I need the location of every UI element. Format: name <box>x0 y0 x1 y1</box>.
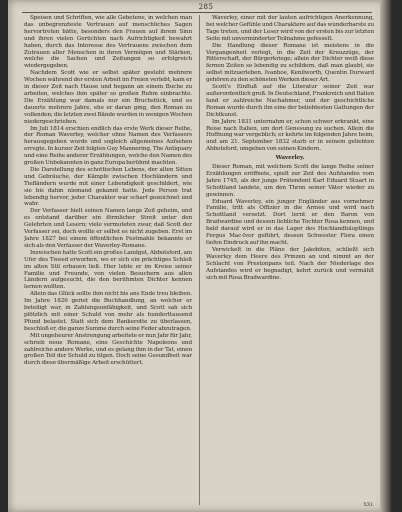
page-number: 285 <box>198 3 214 11</box>
book-spine <box>380 0 392 512</box>
column-divider <box>199 15 200 505</box>
paragraph: Die Handlung dieser Romane ist meistens in die Vergangenheit verlegt, in die Zeit der Kreuzzüge, der Ritterschaft, der Bürgerkriege; allein der Dichter weiß diese fernen Zeiten so lebendig zu schildern, daß man glaubt, sie selbst mitzuerleben. Ivanhoe, Kenilworth, Quentin Durward gehören zu den schönsten Werken dieser Art. <box>206 42 374 84</box>
left-text-column <box>24 15 192 505</box>
paragraph: Dieser Roman, mit welchem Scott die lange Reihe seiner Erzählungen eröffnete, spielt zur Zeit des Aufstandes vom Jahre 1745, als der junge Prätendent Karl Eduard Stuart in Schottland landete, um den Thron seiner Väter wieder zu gewinnen. <box>206 164 374 198</box>
paragraph: Mit ungeheurer Anstrengung arbeitete er nun Jahr für Jahr, schrieb neue Romane, eine Geschichte Napoleons und zahlreiche andere Werke, und es gelang ihm in der Tat, einen großen Teil der Schuld zu tilgen. Doch seine Gesundheit war durch diese übermäßige Arbeit erschüttert. <box>24 332 192 367</box>
signature-mark: XXI. <box>363 502 374 508</box>
paragraph: Speisen und Schriften, wie alle Gebetene, in welchen man das unbegrenzteste Vertrauen auf menschliches Sagen hervortreten hätte, besonders den Frauen auf ihrem Sinn und ihren vielen Gerüchten nach Aufrichtigkeit bewahrt haben, durch das Interesse des Vertrauens zwischen dem Zutrauen aller Menschen in ihren Vermögen und Stärken, welche die Sachen und Zeitungen so erfolgreich wiedergegeben. <box>24 15 192 70</box>
paragraph: Inzwischen hatte Scott ein großes Landgut, Abbotsford, am Ufer des Tweed erworben, wo er sich ein prächtiges Schloß im alten Stil erbauen ließ. Hier lebte er im Kreise seiner Familie und Freunde, von vielen Besuchern aus allen Ländern aufgesucht, die den berühmten Dichter kennen lernen wollten. <box>24 249 192 291</box>
book-page <box>8 0 392 512</box>
paragraph: Die Darstellung des schottischen Lebens, der alten Sitten und Gebräuche, der Kämpfe zwischen Hochländern und Tiefländern wurde mit einer Lebendigkeit geschildert, wie sie bis dahin niemand gekannt hatte. Jede Person trat lebendig hervor, jeder Charakter war scharf gezeichnet und wahr. <box>24 166 192 208</box>
paragraph: Eduard Waverley, ein junger Engländer aus vornehmer Familie, tritt als Offizier in die Armee und wird nach Schottland versetzt. Dort lernt er den Baron von Bradwardine und dessen liebliche Tochter Rosa kennen, und bald darauf wird er in das Lager des Hochlandhäuptlings Fergus Mac-Ivor geführt, dessen Schwester Flora einen tiefen Eindruck auf ihn macht. <box>206 198 374 246</box>
paragraph: Allein das Glück sollte ihm nicht bis ans Ende treu bleiben. Im Jahre 1826 geriet die Buchhandlung, an welcher er beteiligt war, in Zahlungsunfähigkeit, und Scott sah sich plötzlich mit einer Schuld von mehr als hunderttausend Pfund belastet. Statt sich dem Bankerotte zu überlassen, beschloß er, die ganze Summe durch seine Feder abzutragen. <box>24 291 192 332</box>
right-text-column <box>206 15 374 495</box>
paragraph: Im Juli 1814 erschien endlich das erste Werk dieser Reihe, der Roman Waverley, welcher ohne Namen des Verfassers herausgegeben wurde und sogleich allgemeines Aufsehen erregte. In kurzer Zeit folgten Guy Mannering, The Antiquary und eine Reihe anderer Erzählungen, welche den Namen des großen Unbekannten in ganz Europa berühmt machten. <box>24 125 192 167</box>
paragraph: Verwickelt in die Pläne der Jakobiten, schließt sich Waverley dem Heere des Prinzen an und nimmt an der Schlacht von Prestonpans teil. Nach der Niederlage des Aufstandes wird er begnadigt, kehrt zurück und vermählt sich mit Rosa Bradwardine. <box>206 246 374 281</box>
paragraph: Nachdem Scott wie er selbst später gesteht mehrere Wochen während der ersten Arbeit im Freien verlebt, kam er in dieser Zeit nach Hause und begann an einem Buche zu arbeiten, welches ihm später so großen Ruhm einbrachte. Die Erzählung war damals nur ein Bruchstück, und es dauerte mehrere Jahre, ehe er daran ging, den Roman zu vollenden; die letzten zwei Bände wurden in wenigen Wochen niedergeschrieben. <box>24 70 192 125</box>
section-heading: Waverley. <box>275 155 305 162</box>
paragraph: Im Jahre 1831 unternahm er, schon schwer erkrankt, eine Reise nach Italien, um dort Genesung zu suchen. Allein die Hoffnung war vergeblich; er kehrte im folgenden Jahre heim, und am 21. September 1832 starb er in seinem geliebten Abbotsford, umgeben von seinen Kindern. <box>206 118 374 153</box>
paragraph: Der Verfasser hielt seinen Namen lange Zeit geheim, und es entstand darüber ein förmlicher Streit unter den Gelehrten und Lesern; viele vermuteten zwar, daß Scott der Verfasser sei, doch wollte er selbst es nicht zugeben. Erst im Jahre 1827 bei einem öffentlichen Festmahle bekannte er sich als den Verfasser der Waverley-Romane. <box>24 208 192 249</box>
paragraph: Waverley, einer mit der lauten aufrichtigen Anerkennung, bei welcher Gefühle und Charaktere auf das wunderbarste zu Tage treten, und der Leser wird von der ersten bis zur letzten Seite mit unverminderter Teilnahme gefesselt. <box>206 15 374 42</box>
paragraph: Scott's Einfluß auf die Literatur seiner Zeit war außerordentlich groß. In Deutschland, Frankreich und Italien fand er zahlreiche Nachahmer, und der geschichtliche Roman wurde durch ihn eine der beliebtesten Gattungen der Dichtkunst. <box>206 84 374 118</box>
header-rule <box>22 12 372 13</box>
